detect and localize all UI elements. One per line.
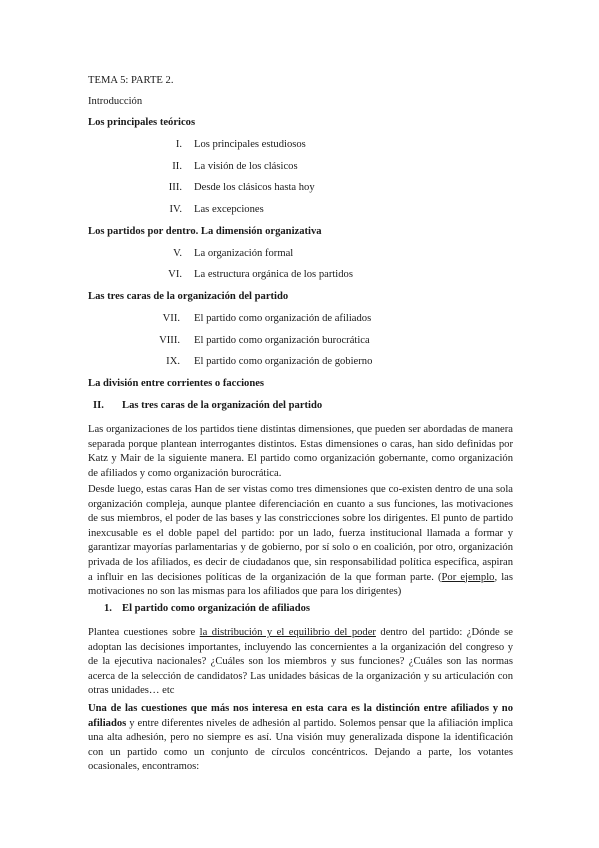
outline-item: El partido como organización burocrática bbox=[194, 335, 370, 346]
section-title: La división entre corrientes o facciones bbox=[88, 378, 265, 389]
underlined-text: Por ejemplo bbox=[441, 571, 495, 583]
underlined-text: la distribución y el equilibrio del poder bbox=[199, 627, 376, 638]
outline-number: III. bbox=[168, 182, 182, 193]
paragraph bbox=[88, 483, 513, 600]
outline-number: VI. bbox=[168, 269, 182, 280]
outline-item: Desde los clásicos hasta hoy bbox=[194, 182, 315, 193]
paragraph-text: Las organizaciones de los partidos tiene distintas dimensiones, que pueden ser abordadas de manera separada porque plantean interrogantes distintos. Estas dimensiones o caras, han sido definidas por Katz y Mair de la siguiente manera. El partido como organización gobernante, como organización de afiliados y como organización burocrática. bbox=[88, 424, 513, 479]
outline-item: La organización formal bbox=[194, 248, 294, 259]
document-heading: TEMA 5: PARTE 2. bbox=[88, 75, 174, 86]
outline-number: I. bbox=[175, 139, 182, 150]
subsection-title: El partido como organización de afiliados bbox=[122, 603, 311, 614]
outline-number: V. bbox=[173, 248, 182, 259]
section-title: Los principales teóricos bbox=[88, 117, 196, 128]
subsection-number: 1. bbox=[104, 603, 112, 614]
chapter-title: Las tres caras de la organización del partido bbox=[122, 400, 323, 411]
outline-item: La estructura orgánica de los partidos bbox=[194, 269, 353, 280]
outline-number: II. bbox=[172, 161, 182, 172]
outline-item: La visión de los clásicos bbox=[194, 161, 298, 172]
chapter-number: II. bbox=[93, 400, 104, 411]
paragraph-text-b: dentro del partido: ¿Dónde se adoptan las decisiones importantes, incluyendo las concernientes a la organización del congreso y de la ejecutiva nacionales? ¿Cuáles son los miembros y sus funciones? ¿Cuáles son las normas acerca de la selección de candidatos? Las unidades básicas de la organización y su articulación con otras unidades… etc bbox=[88, 627, 514, 697]
outline-item: El partido como organización de afiliados bbox=[194, 313, 372, 324]
section-title: Los partidos por dentro. La dimensión organizativa bbox=[88, 226, 322, 237]
paragraph-text-a: Desde luego, estas caras Han de ser vistas como tres dimensiones que co-existen dentro de una sola organización compleja, aunque plantee diferenciación en cuanto a sus funciones, las motivaciones de sus miembros, el poder de las bases y las constricciones sobre los dirigentes. El punto de partido inexcusable es el doble papel del partido: por un lado, fuerza institucional llamada a formar y garantizar mayorías parlamentarias y de gobierno, por sí solo o en coalición, por otro, organización privada de los afiliados, es decir de ciudadanos que, sin responsabilidad política específica, aspiran a influir en las decisiones políticas de la organización de la que forman parte. ( bbox=[88, 484, 513, 583]
outline-item: El partido como organización de gobierno bbox=[194, 356, 373, 367]
paragraph bbox=[88, 626, 513, 699]
bold-text: Una de las cuestiones que más nos interesa en esta cara es la distinción entre afiliados y no afiliados bbox=[88, 703, 513, 729]
paragraph bbox=[88, 702, 513, 775]
outline-number: IV. bbox=[169, 204, 182, 215]
paragraph-text bbox=[88, 483, 513, 600]
paragraph-text-a: Plantea cuestiones sobre bbox=[88, 627, 200, 638]
outline-item: Las excepciones bbox=[194, 204, 264, 215]
outline-number: VII. bbox=[162, 313, 180, 324]
paragraph bbox=[88, 423, 513, 481]
paragraph-text bbox=[88, 702, 513, 775]
section-title: Las tres caras de la organización del partido bbox=[88, 291, 289, 302]
outline-number: IX. bbox=[166, 356, 180, 367]
paragraph-text bbox=[88, 626, 513, 699]
paragraph-text-b: , las motivaciones no son las mismas para los afiliados que para los dirigentes) bbox=[88, 571, 513, 598]
outline-number: VIII. bbox=[159, 335, 180, 346]
paragraph-text-rest: y entre diferentes niveles de adhesión al partido. Solemos pensar que la afiliación implica una alta adhesión, pero no siempre es así. Una visión muy generalizada dispone la identificación con un partido como un conjunto de círculos concéntricos. Dejando a parte, los votantes ocasionales, encontramos: bbox=[88, 717, 513, 773]
outline-item: Los principales estudiosos bbox=[194, 139, 306, 150]
intro-line: Introducción bbox=[88, 96, 143, 107]
